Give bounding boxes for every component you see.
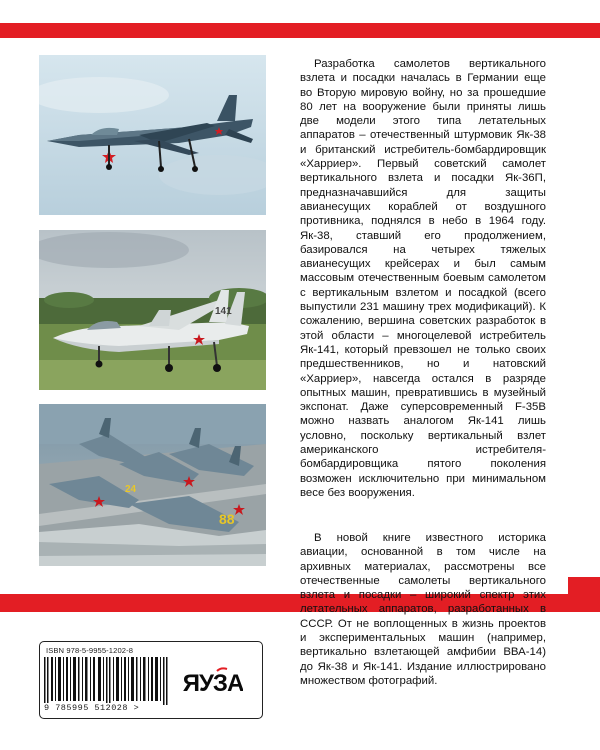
paragraph-2-text: В новой книге известного историка авиации, основанной в том числе на архивных материалах, рассмотрены все отечественные самолеты вертикального взлета и посадки – широкий спектр этих летательных аппаратов, разработанных в СССР. От не воплощенных в жизнь проектов и экспериментальных машин (например, вертикально взлетающей амфибии ВВА-14) до Як-38 и Як-141. Издание иллюстрировано множеством фотографий. (300, 532, 546, 687)
isbn-label: ISBN 978-5-9955-1202-8 (46, 646, 134, 655)
top-red-stripe (0, 23, 600, 38)
publisher-logo-text: ЯУЗА (183, 670, 243, 697)
svg-text:88: 88 (219, 511, 235, 527)
photo-yak38-flight (39, 55, 266, 215)
tail-number: 141 (215, 306, 232, 317)
annotation-paragraph-1 (300, 57, 546, 500)
barcode-number: 9 785995 512028 > (44, 703, 140, 713)
photo-carrier-deck (39, 404, 266, 566)
barcode-graphic (44, 657, 174, 705)
svg-text:24: 24 (125, 484, 137, 495)
photo-yak141-museum (39, 230, 266, 390)
publisher-logo (183, 661, 243, 701)
right-red-tab (568, 577, 600, 605)
annotation-paragraph-2 (300, 531, 546, 688)
paragraph-1-text: Разработка самолетов вертикального взлета и посадки началась в Германии еще во Вторую мировую войну, но за прошедшие 80 лет на вооружение были приняты лишь две модели этого типа летательных аппаратов – отечественный штурмовик Як-38 и британский истребитель-бомбардировщик «Харриер». Первый советский самолет вертикального взлета и посадки Як-36П, предназначавшийся для защиты авианесущих кораблей от воздушного противника, поднялся в небо в 1964 году. Як-38, ставший его продолжением, базировался на четырех тяжелых авианесущих крейсерах и был самым массовым отечественным боевым самолетом с вертикальным взлетом и посадкой (всего выпустили 231 машину трех модификаций). К сожалению, вершина советских разработок в этой области – многоцелевой истребитель Як-141, который превзошел не только своих предшественников, но и натовский «Харриер», навсегда остался в разряде опытных машин, превратившись в музейный экспонат. Даже суперсовременный F-35B можно назвать аналогом Як-141 лишь условно, поскольку вертикальный взлет американского истребителя-бомбардировщика пятого поколения возможен исключительно при минимальном весе без вооружения. (300, 58, 546, 499)
